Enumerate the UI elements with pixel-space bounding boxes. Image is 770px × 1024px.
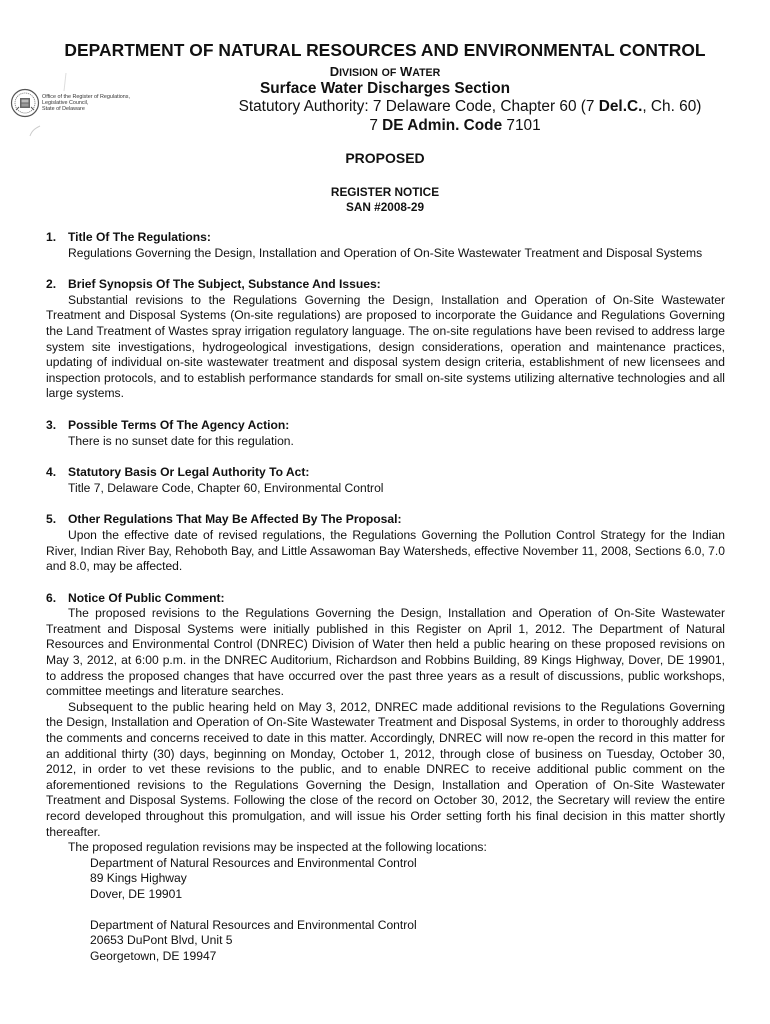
section-heading xyxy=(46,512,725,528)
section-body: Regulations Governing the Design, Installation and Operation of On-Site Wastewater Treatment and Disposal Systems xyxy=(68,245,703,260)
section-number: 6. xyxy=(46,590,57,605)
section-5 xyxy=(46,512,725,574)
section-number: 1. xyxy=(46,230,57,244)
inspection-location xyxy=(90,856,725,903)
faint-signature-icon xyxy=(28,124,42,138)
proposed-status: PROPOSED xyxy=(345,150,425,166)
section-title-text: Title Of The Regulations: xyxy=(68,230,211,244)
address-line: Georgetown, DE 19947 xyxy=(90,948,217,963)
admin-code xyxy=(155,117,755,135)
section-title-text: Statutory Basis Or Legal Authority To Act: xyxy=(68,465,310,480)
department-title: DEPARTMENT OF NATURAL RESOURCES AND ENVIRONMENTAL CONTROL xyxy=(64,40,706,60)
address-line: Dover, DE 19901 xyxy=(90,886,183,901)
code-prefix: 7 xyxy=(369,117,383,134)
seal-caption-line: State of Delaware xyxy=(42,106,85,113)
section-body: Substantial revisions to the Regulations Governing the Design, Installation and Operation of On-Site Wastewater Treatment and Disposal Systems (On-site regulations) are proposed to incorporate the Guidance and Regulations Governing the Land Treatment of Wastes spray irrigation regulatory language. The on-site regulations have been revised to address large system site investigations, hydrogeological investigations, design considerations, operation and maintenance practices, updating of individual on-site wastewater treatment and disposal system design criteria, establishment of new licensees and inspection protocols, and to establish performance standards for small on-site systems utilizing alternative technologies and all large systems. xyxy=(46,292,725,401)
section-number: 3. xyxy=(46,417,57,432)
section-3 xyxy=(46,418,725,449)
section-heading xyxy=(46,465,725,481)
address-line: 89 Kings Highway xyxy=(90,871,187,886)
section-1 xyxy=(46,230,725,261)
section-2 xyxy=(46,277,725,402)
notice-type: REGISTER NOTICE xyxy=(330,185,440,199)
statutory-authority xyxy=(170,98,770,116)
division-title xyxy=(0,64,770,79)
authority-prefix: Statutory Authority: 7 Delaware Code, Chapter 60 (7 xyxy=(238,98,599,115)
section-body: There is no sunset date for this regulation. xyxy=(68,433,294,448)
section-4 xyxy=(46,465,725,496)
section-heading xyxy=(46,230,725,246)
section-title: Surface Water Discharges Section xyxy=(259,80,511,97)
section-title-text: Notice Of Public Comment: xyxy=(68,590,225,605)
section-title-text: Other Regulations That May Be Affected By The Proposal: xyxy=(68,512,402,527)
section-heading xyxy=(46,591,725,607)
address-line: 20653 DuPont Blvd, Unit 5 xyxy=(90,933,233,948)
code-bold: DE Admin. Code xyxy=(382,117,503,134)
division-of: OF xyxy=(381,67,397,79)
authority-bold: Del.C. xyxy=(598,98,643,115)
section-body: Title 7, Delaware Code, Chapter 60, Environmental Control xyxy=(68,480,384,495)
section-paragraph: Subsequent to the public hearing held on May 3, 2012, DNREC made additional revisions to the Regulations Governing the Design, Installation and Operation of On-Site Wastewater Treatment and Disposal Systems, in order to thoroughly address the comments and concerns received to date in this matter. Accordingly, DNREC will now re-open the record in this matter for an additional thirty (30) days, beginning on Monday, October 1, 2012, through close of business on Tuesday, October 30, 2012, in order to vet these revisions to the public, and to enable DNREC to receive additional public comment on the aforementioned revisions to the Regulations Governing the Design, Installation and Operation of On-Site Wastewater Treatment and Disposal Systems. Following the close of the record on October 30, 2012, the Secretary will review the entire record developed throughout this promulgation, and will issue his Order setting forth his final decision in this matter shortly thereafter. xyxy=(46,699,725,839)
division-word: W xyxy=(399,64,413,79)
address-spacer xyxy=(46,903,725,918)
seal-caption-line: Legislative Council, xyxy=(42,100,89,107)
notice-body xyxy=(46,230,725,980)
code-suffix: 7101 xyxy=(502,117,541,134)
section-number: 4. xyxy=(46,465,57,480)
section-number: 2. xyxy=(46,277,57,292)
section-6 xyxy=(46,591,725,965)
inspection-location xyxy=(90,918,725,965)
division-word: D xyxy=(329,64,340,79)
section-title-text: Brief Synopsis Of The Subject, Substance And Issues: xyxy=(68,277,381,292)
address-line: Department of Natural Resources and Environmental Control xyxy=(90,917,417,932)
division-word-rest: IVISION xyxy=(339,67,378,79)
seal-caption-line: Office of the Register of Regulations, xyxy=(42,94,130,100)
section-body: Upon the effective date of revised regulations, the Regulations Governing the Pollution Control Strategy for the Indian River, Indian River Bay, Rehoboth Bay, and Little Assawoman Bay Watersheds, effective November 11, 2008, Sections 6.0, 7.0 and 8.0, may be affected. xyxy=(46,527,725,574)
authority-suffix: , Ch. 60) xyxy=(642,98,702,115)
section-paragraph: The proposed regulation revisions may be inspected at the following locations: xyxy=(68,840,487,855)
register-notice xyxy=(0,185,770,215)
section-paragraph: The proposed revisions to the Regulations Governing the Design, Installation and Operation of On-Site Wastewater Treatment and Disposal Systems were initially published in this Register on April 1, 2012. The Department of Natural Resources and Environmental Control (DNREC) Division of Water then held a public hearing on these proposed revisions on May 3, 2012, at 6:00 p.m. in the DNREC Auditorium, Richardson and Robbins Building, 89 Kings Highway, Dover, DE 19901, to address the proposed changes that have occurred over the past three years as a result of discussions, public workshops, committee meetings and literature searches. xyxy=(46,606,725,699)
section-heading xyxy=(46,418,725,434)
address-line: Department of Natural Resources and Environmental Control xyxy=(90,855,417,870)
division-word-rest: ATER xyxy=(412,67,441,79)
section-title-text: Possible Terms Of The Agency Action: xyxy=(68,417,290,432)
section-number: 5. xyxy=(46,512,57,527)
notice-number: SAN #2008-29 xyxy=(345,200,425,214)
section-heading xyxy=(46,277,725,293)
